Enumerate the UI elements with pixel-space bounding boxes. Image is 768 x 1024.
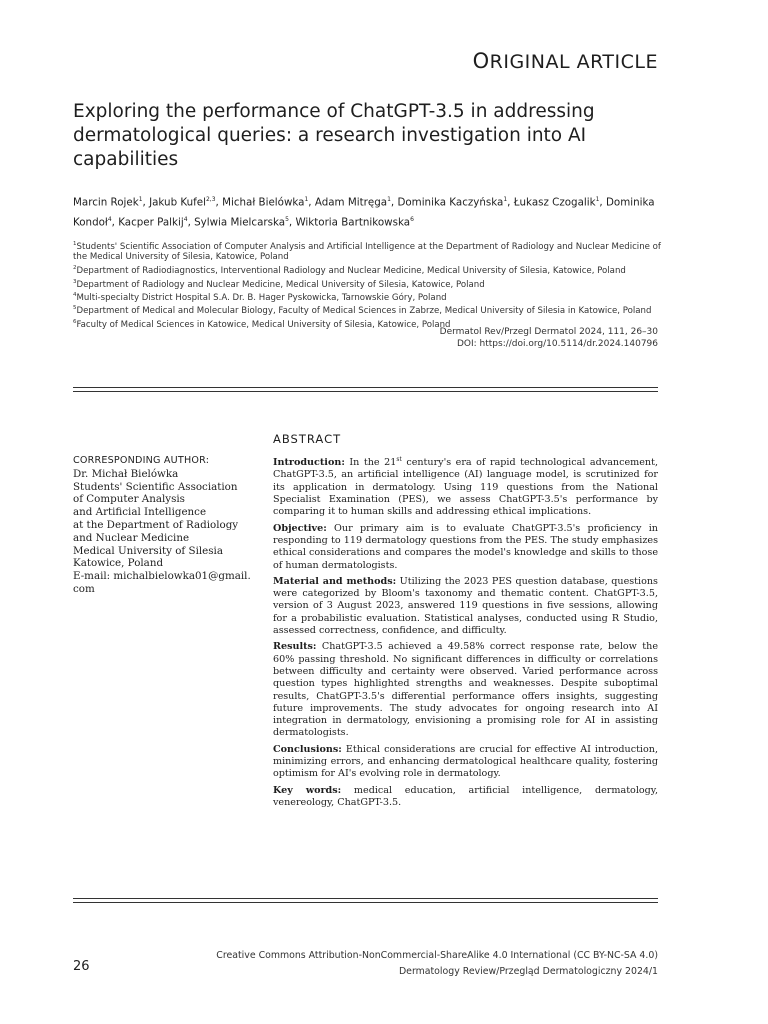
abstract-paragraph: Introduction: In the 21st century's era of rapid technological advancement, ChatGPT-3.5, an artificial intelligence (AI) language model, is scrutinized for its application in dermatology. Using 119 questions from the National Specialist Examination (PES), we assess ChatGPT-3.5's performance by comparing it to human skills and addressing ethical implications. <box>273 456 658 518</box>
abstract-paragraph: Objective: Our primary aim is to evaluate ChatGPT-3.5's proficiency in responding to 119 dermatology questions from the PES. The study emphasizes ethical considerations and compares the model's knowledge and skills to those of human dermatologists. <box>273 522 658 571</box>
author-affiliation-mark: 1 <box>387 196 391 203</box>
author-name: Dominika Kondoł <box>73 196 655 229</box>
corresponding-line: and Nuclear Medicine <box>73 531 190 544</box>
author-name: Łukasz Czogalik <box>513 196 596 209</box>
corresponding-line: E-mail: michalbielowka01@gmail. <box>73 570 251 583</box>
corresponding-line: Students' Scientific Association <box>73 480 238 493</box>
abstract-paragraph-label: Results: <box>273 641 317 653</box>
author-affiliation-mark: 1 <box>138 196 143 203</box>
bottom-rule-2 <box>73 902 658 903</box>
footer-info <box>216 948 658 979</box>
corresponding-line: of Computer Analysis <box>73 493 185 506</box>
author-name: Jakub Kufel <box>149 196 206 209</box>
top-rule-1 <box>73 387 658 388</box>
author-name: Marcin Rojek <box>73 196 139 209</box>
corresponding-heading: CORRESPONDING AUTHOR: <box>73 455 210 466</box>
author-affiliation-mark: 6 <box>410 216 414 224</box>
author-affiliation-mark: 2,3 <box>205 196 216 203</box>
corresponding-line: and Artificial Intelligence <box>73 506 207 519</box>
affiliation-item: $^1$Students' Scientific Association of Computer Analysis and Artificial Intelligence at the Department of Radiology and Nuclear Medicine of the Medical University of Silesia, Katowice, Poland <box>73 241 661 263</box>
abstract-paragraph-label: Introduction: <box>273 457 345 469</box>
author-name: Kacper Palkij <box>118 216 184 229</box>
affiliation-item: $^4$Multi-specialty District Hospital S.A. Dr. B. Hager Pyskowicka, Tarnowskie Góry, Poland <box>73 291 447 303</box>
affiliation-item: $^3$Department of Radiology and Nuclear Medicine, Medical University of Silesia, Katowice, Poland <box>73 278 485 290</box>
bottom-rule-1 <box>73 898 658 899</box>
abstract-paragraph-label: Conclusions: <box>273 743 342 755</box>
abstract-paragraph-label: Key words: <box>273 784 342 796</box>
affiliations <box>73 239 663 330</box>
journal-citation: Dermatol Rev/Przegl Dermatol 2024, 111, 26–30 <box>439 327 658 337</box>
corresponding-line: at the Department of Radiology <box>73 518 239 531</box>
abstract-heading: ABSTRACT <box>273 432 342 446</box>
citation-block <box>440 326 658 350</box>
journal-footer: Dermatology Review/Przegląd Dermatologiczny 2024/1 <box>398 965 658 977</box>
abstract-paragraph-label: Material and methods: <box>273 575 397 587</box>
corresponding-line: Medical University of Silesia <box>73 544 223 557</box>
author-affiliation-mark: 4 <box>183 216 188 224</box>
author-list: Marcin Rojek$^1$, Jakub Kufel$^{2,3}$, Michał Bielówka$^1$, Adam Mitręga$^1$, Dominika Kaczyńska$^1$, Łukasz Czogalik$^1$, Dominika Kondoł$^4$, Kacper Palkij$^4$, Sylwia Mielcarska$^5$, Wiktoria Bartnikowska$^6$ <box>73 196 655 229</box>
author-affiliation-mark: 5 <box>285 216 289 224</box>
section-label <box>473 49 658 73</box>
section-label-rest: RIGINAL ARTICLE <box>489 51 658 73</box>
abstract-section <box>273 432 658 813</box>
abstract-paragraph: Conclusions: Ethical considerations are crucial for effective AI introduction, minimizing errors, and enhancing dermatological healthcare quality, fostering optimism for AI's evolving role in dermatology. <box>273 743 658 780</box>
abstract-paragraph: Material and methods: Utilizing the 2023 PES question database, questions were categorized by Bloom's taxonomy and thematic content. ChatGPT-3.5, version of 3 August 2023, answered 119 questions in five sessions, allowing for a probabilistic evaluation. Statistical analyses, conducted using R Studio, assessed correctness, confidence, and difficulty. <box>273 575 658 637</box>
article-title: Exploring the performance of ChatGPT-3.5 in addressing dermatological queries: a research investigation into AI capabilities <box>73 101 595 170</box>
corresponding-line: Katowice, Poland <box>73 557 164 570</box>
abstract-paragraph: Key words: medical education, artificial intelligence, dermatology, venereology, ChatGPT-3.5. <box>273 784 658 808</box>
author-name: Adam Mitręga <box>314 196 388 209</box>
page-number: 26 <box>73 959 90 974</box>
author-affiliation-mark: 1 <box>595 196 600 203</box>
abstract-body <box>273 454 658 809</box>
affiliation-item: $^6$Faculty of Medical Sciences in Katowice, Medical University of Silesia, Katowice, Poland <box>73 318 451 330</box>
top-rule-2 <box>73 391 658 392</box>
section-label-initial: O <box>472 49 490 73</box>
author-affiliation-mark: 4 <box>107 216 112 224</box>
author-name: Sylwia Mielcarska <box>194 216 286 229</box>
corresponding-line: com <box>73 582 95 595</box>
author-name: Wiktoria Bartnikowska <box>295 216 411 229</box>
abstract-paragraph-label: Objective: <box>273 522 327 534</box>
doi-link[interactable]: DOI: https://doi.org/10.5114/dr.2024.140796 <box>456 339 658 349</box>
corresponding-author <box>73 455 263 596</box>
author-name: Dominika Kaczyńska <box>397 196 504 209</box>
author-affiliation-mark: 1 <box>304 196 309 203</box>
affiliation-item: $^5$Department of Medical and Molecular Biology, Faculty of Medical Sciences in Zabrze, Medical University of Silesia in Katowice, Poland <box>73 305 652 317</box>
affiliation-item: $^2$Department of Radiodiagnostics, Interventional Radiology and Nuclear Medicine, Medical University of Silesia, Katowice, Poland <box>73 265 626 276</box>
corresponding-line: Dr. Michał Bielówka <box>73 467 179 480</box>
license-text: Creative Commons Attribution-NonCommercial-ShareAlike 4.0 International (CC BY-NC-SA 4.0) <box>216 950 658 961</box>
corresponding-details <box>73 468 263 596</box>
author-affiliation-mark: 1 <box>503 196 508 203</box>
author-name: Michał Bielówka <box>222 196 305 209</box>
abstract-paragraph: Results: ChatGPT-3.5 achieved a 49.58% correct response rate, below the 60% passing threshold. No significant differences in difficulty or correlations between difficulty and certainty were observed. Varied performance across question types highlighted strengths and weaknesses. Despite suboptimal results, ChatGPT-3.5's differential performance offers insights, suggesting future improvements. The study advocates for ongoing research into AI integration in dermatology, envisioning a promising role for AI in assisting dermatologists. <box>273 641 658 739</box>
